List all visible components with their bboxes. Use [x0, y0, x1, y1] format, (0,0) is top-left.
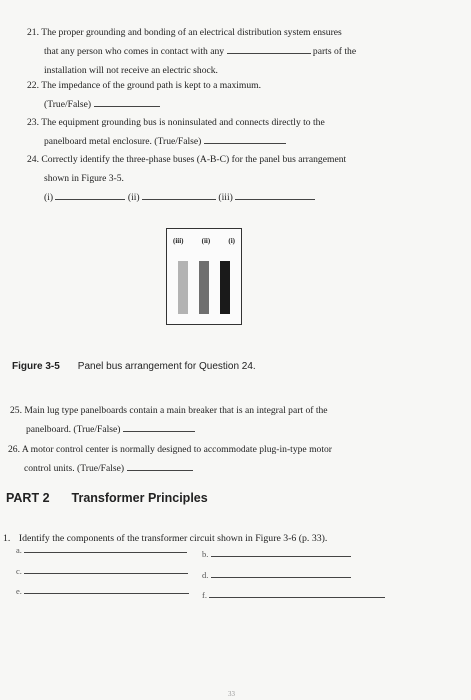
answer-blank[interactable]	[24, 587, 189, 594]
answer-blank[interactable]	[209, 591, 385, 598]
question-text: Main lug type panelboards contain a main breaker that is an integral part of the	[24, 405, 328, 416]
question-21	[27, 23, 356, 80]
option-label: (ii)	[127, 192, 140, 203]
question-number: 23.	[27, 117, 39, 128]
figure-caption	[12, 361, 256, 372]
bus-bar-i	[220, 261, 230, 314]
question-number: 24.	[27, 154, 39, 165]
answer-blank[interactable]	[24, 567, 188, 574]
answer-blank[interactable]	[235, 190, 315, 200]
question-26	[8, 440, 332, 478]
question-23	[27, 113, 325, 151]
question-text: The impedance of the ground path is kept to a maximum.	[41, 80, 262, 91]
answer-blank[interactable]	[94, 97, 160, 107]
question-text: The proper grounding and bonding of an electrical distribution system ensures	[41, 27, 342, 38]
question-text: A motor control center is normally designed to accommodate plug-in-type motor	[21, 444, 332, 455]
question-text: panelboard. (True/False)	[26, 424, 121, 435]
bus-label-i: (i)	[228, 237, 235, 245]
part-2-heading	[6, 491, 208, 505]
bus-label-ii: (ii)	[201, 237, 211, 245]
question-text: Correctly identify the three-phase buses (A-B-C) for the panel bus arrangement	[41, 154, 347, 165]
question-text: panelboard metal enclosure. (True/False)	[44, 136, 202, 147]
bus-label-iii: (iii)	[173, 237, 184, 245]
question-text: control units. (True/False)	[24, 463, 125, 474]
answer-blank[interactable]	[227, 44, 311, 54]
answer-f	[202, 590, 385, 600]
question-text: The equipment grounding bus is noninsulated and connects directly to the	[41, 117, 325, 128]
figure-number: Figure 3-5	[12, 361, 60, 372]
answer-blank[interactable]	[24, 546, 187, 553]
answer-letter: d.	[202, 570, 209, 580]
answer-blank[interactable]	[211, 550, 351, 557]
answer-c	[16, 566, 188, 576]
question-number: 1.	[3, 533, 11, 544]
page-number: 33	[228, 690, 235, 698]
question-25	[10, 401, 328, 439]
question-text: that any person who comes in contact with any	[44, 46, 225, 57]
answer-letter: e.	[16, 586, 22, 596]
question-number: 21.	[27, 27, 39, 38]
question-24	[27, 150, 346, 207]
answer-letter: f.	[202, 590, 207, 600]
answer-blank[interactable]	[55, 190, 125, 200]
part-title: Transformer Principles	[71, 491, 208, 505]
answer-blank[interactable]	[123, 422, 195, 432]
answer-blank[interactable]	[204, 134, 286, 144]
answer-blank[interactable]	[127, 461, 193, 471]
answer-letter: a.	[16, 545, 22, 555]
question-text: parts of the	[312, 46, 357, 57]
question-text: Identify the components of the transformer circuit shown in Figure 3-6 (p. 33).	[18, 533, 328, 544]
figure-3-5-panel	[166, 228, 242, 325]
answer-letter: c.	[16, 566, 22, 576]
option-label: (i)	[44, 192, 54, 203]
answer-b	[202, 549, 351, 559]
question-text: shown in Figure 3-5.	[44, 173, 124, 184]
option-label: (iii)	[218, 192, 233, 203]
answer-a	[16, 545, 187, 555]
question-22	[27, 76, 261, 114]
answer-e	[16, 586, 189, 596]
answer-blank[interactable]	[211, 571, 351, 578]
question-text: (True/False)	[44, 99, 92, 110]
question-number: 26.	[8, 444, 20, 455]
bus-bar-iii	[178, 261, 188, 314]
figure-caption-text: Panel bus arrangement for Question 24.	[77, 361, 256, 372]
question-number: 22.	[27, 80, 39, 91]
part-label: PART 2	[6, 491, 50, 505]
question-text: installation will not receive an electric shock.	[44, 65, 218, 76]
question-number: 25.	[10, 405, 22, 416]
answer-d	[202, 570, 351, 580]
answer-letter: b.	[202, 549, 209, 559]
bus-bar-ii	[199, 261, 209, 314]
answer-blank[interactable]	[142, 190, 216, 200]
